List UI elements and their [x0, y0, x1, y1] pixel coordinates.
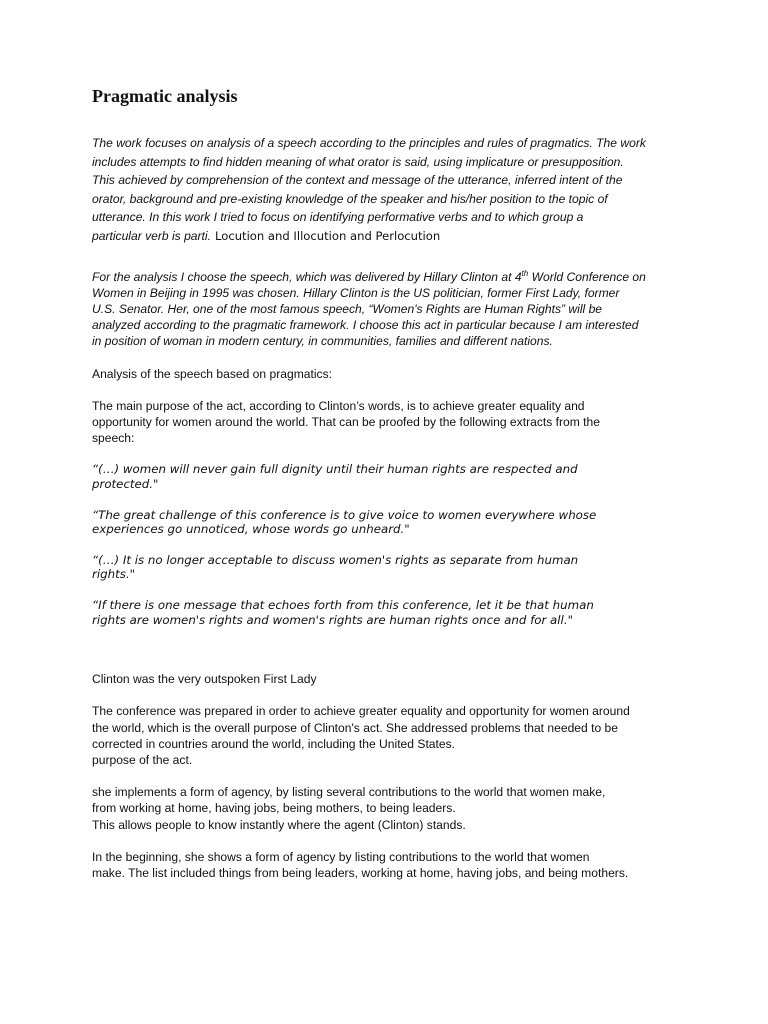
intro-paragraph: [92, 269, 682, 350]
ordinal-superscript: th: [521, 268, 529, 278]
abstract-paragraph: [92, 134, 682, 246]
speech-quote: [92, 553, 682, 582]
beginning-line: make. The list included things from being leaders, working at home, having jobs, and being mothers.: [92, 865, 629, 880]
purpose-line: speech:: [92, 431, 135, 446]
document-title: Pragmatic analysis: [92, 86, 238, 106]
intro-line: in position of woman in modern century, in communities, families and different nations.: [92, 334, 553, 349]
quote-line: rights.": [92, 567, 136, 582]
speech-quote: [92, 598, 682, 627]
quote-line: experiences go unnoticed, whose words go unheard.": [92, 522, 410, 537]
quote-line: “If there is one message that echoes forth from this conference, let it be that human: [92, 597, 594, 612]
beginning-line: In the beginning, she shows a form of agency by listing contributions to the world that women: [92, 849, 590, 864]
quote-line: “The great challenge of this conference is to give voice to women everywhere whose: [92, 507, 597, 522]
agency-line: from working at home, having jobs, being mothers, to being leaders.: [92, 801, 456, 816]
abstract-line: includes attempts to find hidden meaning of what orator is said, using implicature or presupposition.: [92, 154, 624, 169]
abstract-line: particular verb is parti.: [92, 228, 211, 243]
abstract-line: utterance. In this work I tried to focus on identifying performative verbs and to which group a: [92, 210, 584, 225]
agency-paragraph: [92, 784, 682, 833]
intro-first-line: [92, 269, 682, 285]
abstract-tail: Locution and Illocution and Perlocution: [214, 228, 441, 243]
purpose-paragraph: [92, 398, 682, 447]
quote-line: “(…) It is no longer acceptable to discuss women's rights as separate from human: [92, 552, 579, 567]
conference-line: corrected in countries around the world, including the United States.: [92, 736, 456, 751]
purpose-line: opportunity for women around the world. That can be proofed by the following extracts from the: [92, 414, 600, 429]
abstract-last-line: [92, 227, 682, 246]
conference-paragraph: [92, 703, 682, 768]
purpose-line: The main purpose of the act, according to Clinton’s words, is to achieve greater equality and: [92, 398, 585, 413]
conference-line: purpose of the act.: [92, 752, 193, 767]
intro-line: analyzed according to the pragmatic framework. I choose this act in particular because I am interested: [92, 318, 639, 333]
quote-line: protected.": [92, 476, 159, 491]
abstract-line: This achieved by comprehension of the context and message of the utterance, inferred intent of the: [92, 173, 623, 188]
conference-line: the world, which is the overall purpose of Clinton's act. She addressed problems that needed to be: [92, 720, 619, 735]
abstract-line: orator, background and pre-existing knowledge of the speaker and his/her position to the topic of: [92, 191, 608, 206]
abstract-line: The work focuses on analysis of a speech according to the principles and rules of pragmatics. The work: [92, 136, 646, 150]
intro-line: World Conference on: [528, 269, 646, 284]
intro-line: U.S. Senator. Her, one of the most famous speech, “Women's Rights are Human Rights” will be: [92, 301, 603, 316]
quote-line: rights are women's rights and women's rights are human rights once and for all.": [92, 612, 573, 627]
beginning-paragraph: [92, 849, 682, 881]
speech-quote: [92, 462, 682, 491]
intro-line: For the analysis I choose the speech, which was delivered by Hillary Clinton at 4: [92, 269, 522, 284]
conference-line: The conference was prepared in order to achieve greater equality and opportunity for women around: [92, 704, 630, 719]
intro-line: Women in Beijing in 1995 was chosen. Hillary Clinton is the US politician, former First Lady, former: [92, 285, 620, 300]
analysis-heading: Analysis of the speech based on pragmatics:: [92, 366, 332, 381]
agency-line: This allows people to know instantly where the agent (Clinton) stands.: [92, 817, 466, 832]
agency-line: she implements a form of agency, by listing several contributions to the world that women make,: [92, 785, 606, 800]
document-page: [92, 84, 682, 881]
quote-line: “(…) women will never gain full dignity until their human rights are respected and: [92, 462, 578, 477]
first-lady-line: Clinton was the very outspoken First Lady: [92, 672, 317, 687]
speech-quote: [92, 508, 682, 537]
